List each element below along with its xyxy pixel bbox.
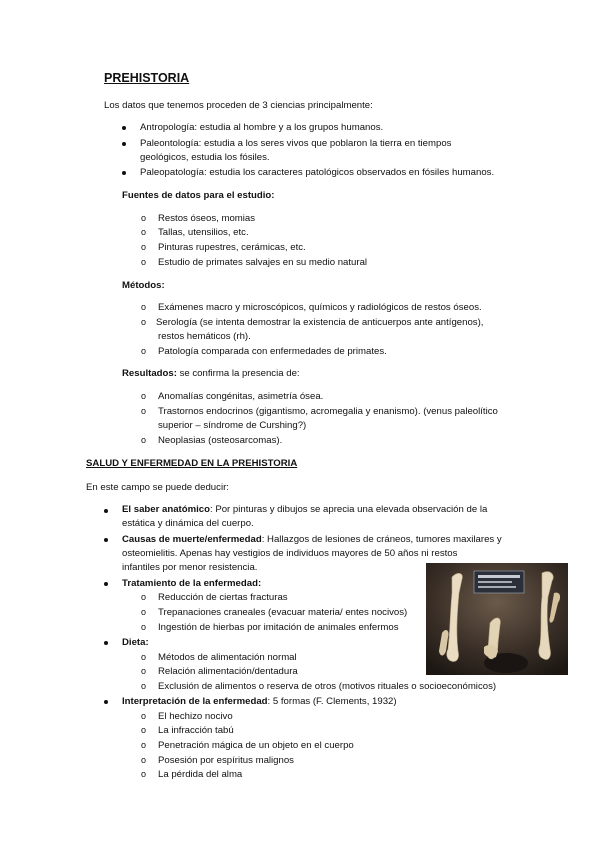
circle-bullet-icon: o — [141, 755, 147, 765]
item-label: Tratamiento de la enfermedad: — [122, 578, 262, 589]
bullet-icon — [122, 171, 126, 175]
list-item: Ingestión de hierbas por imitación de animales enfermos — [158, 622, 399, 633]
list-item: Antropología: estudia al hombre y a los grupos humanos. — [140, 122, 384, 133]
item-label: Interpretación de la enfermedad — [122, 696, 268, 707]
results-heading — [122, 367, 300, 380]
item-text: : Hallazgos de lesiones de cráneos, tumores maxilares y — [261, 534, 502, 545]
list-item-continuation: infantiles por menor resistencia. — [122, 562, 258, 573]
sources-heading: Fuentes de datos para el estudio: — [122, 190, 275, 201]
circle-bullet-icon: o — [141, 592, 147, 602]
list-item: Paleontología: estudia a los seres vivos que poblaron la tierra en tiempos — [140, 138, 452, 149]
circle-bullet-icon: o — [141, 652, 147, 662]
circle-bullet-icon: o — [141, 227, 147, 237]
circle-bullet-icon: o — [141, 769, 147, 779]
circle-bullet-icon: o — [141, 740, 147, 750]
list-item: Estudio de primates salvajes en su medio natural — [158, 257, 368, 268]
bullet-icon — [122, 126, 126, 130]
results-text: se confirma la presencia de: — [176, 368, 300, 379]
section-title: SALUD Y ENFERMEDAD EN LA PREHISTORIA — [86, 458, 298, 469]
page-title: PREHISTORIA — [104, 71, 190, 85]
bullet-icon — [104, 641, 108, 645]
item-label: Causas de muerte/enfermedad — [122, 534, 262, 545]
list-item: Exclusión de alimentos o reserva de otros (motivos rituales o socioeconómicos) — [158, 681, 497, 692]
list-item-continuation: restos hemáticos (rh). — [158, 331, 251, 342]
circle-bullet-icon: o — [141, 242, 147, 252]
circle-bullet-icon: o — [141, 435, 147, 445]
list-item: Neoplasias (osteosarcomas). — [158, 435, 283, 446]
list-item: Relación alimentación/dentadura — [158, 666, 298, 677]
circle-bullet-icon: o — [141, 302, 147, 312]
bones-photo — [426, 563, 568, 675]
list-item: Patología comparada con enfermedades de primates. — [158, 346, 387, 357]
circle-bullet-icon: o — [141, 681, 147, 691]
bullet-icon — [104, 538, 108, 542]
circle-bullet-icon: o — [141, 711, 147, 721]
section-intro: En este campo se puede deducir: — [86, 482, 229, 493]
list-item: Trepanaciones craneales (evacuar materia/ entes nocivos) — [158, 607, 408, 618]
list-item: La infracción tabú — [158, 725, 234, 736]
bullet-icon — [104, 582, 108, 586]
list-item: Métodos de alimentación normal — [158, 652, 297, 663]
circle-bullet-icon: o — [141, 391, 147, 401]
bullet-icon — [104, 700, 108, 704]
list-item: El hechizo nocivo — [158, 711, 233, 722]
results-label: Resultados: — [122, 368, 177, 379]
bullet-icon — [104, 509, 108, 513]
item-text: : Por pinturas y dibujos se aprecia una elevada observación de la — [209, 504, 488, 515]
bullet-icon — [122, 142, 126, 146]
list-item — [122, 503, 487, 516]
list-item: La pérdida del alma — [158, 769, 243, 780]
list-item-continuation: osteomielitis. Apenas hay vestigios de individuos mayores de 50 años ni restos — [122, 548, 458, 559]
list-item: Pinturas rupestres, cerámicas, etc. — [158, 242, 306, 253]
circle-bullet-icon: o — [141, 406, 147, 416]
list-item: Tallas, utensilios, etc. — [158, 227, 249, 238]
circle-bullet-icon: o — [141, 666, 147, 676]
list-item: Trastornos endocrinos (gigantismo, acromegalia y enanismo). (venus paleolítico — [158, 406, 498, 417]
list-item: Posesión por espíritus malignos — [158, 755, 294, 766]
intro-text: Los datos que tenemos proceden de 3 ciencias principalmente: — [104, 100, 373, 111]
list-item — [122, 533, 502, 546]
list-item-continuation: superior – síndrome de Curshing?) — [158, 420, 307, 431]
list-item — [122, 695, 397, 708]
circle-bullet-icon: o — [141, 257, 147, 267]
circle-bullet-icon: o — [141, 346, 147, 356]
list-item: Paleopatología: estudia los caracteres patológicos observados en fósiles humanos. — [140, 167, 495, 178]
list-item-continuation: estática y dinámica del cuerpo. — [122, 518, 254, 529]
circle-bullet-icon: o — [141, 622, 147, 632]
list-item: Reducción de ciertas fracturas — [158, 592, 288, 603]
list-item: Serología (se intenta demostrar la existencia de anticuerpos ante antígenos), — [156, 317, 484, 328]
list-item: Anomalías congénitas, asimetría ósea. — [158, 391, 324, 402]
circle-bullet-icon: o — [141, 213, 147, 223]
list-item: Restos óseos, momias — [158, 213, 256, 224]
circle-bullet-icon: o — [141, 725, 147, 735]
list-item: Penetración mágica de un objeto en el cuerpo — [158, 740, 354, 751]
list-item-continuation: geológicos, estudia los fósiles. — [140, 152, 270, 163]
list-item: Exámenes macro y microscópicos, químicos y radiológicos de restos óseos. — [158, 302, 482, 313]
item-label: Dieta: — [122, 637, 149, 648]
circle-bullet-icon: o — [141, 607, 147, 617]
item-label: El saber anatómico — [122, 504, 210, 515]
methods-heading: Métodos: — [122, 280, 165, 291]
circle-bullet-icon: o — [141, 317, 147, 327]
item-text: : 5 formas (F. Clements, 1932) — [267, 696, 397, 707]
